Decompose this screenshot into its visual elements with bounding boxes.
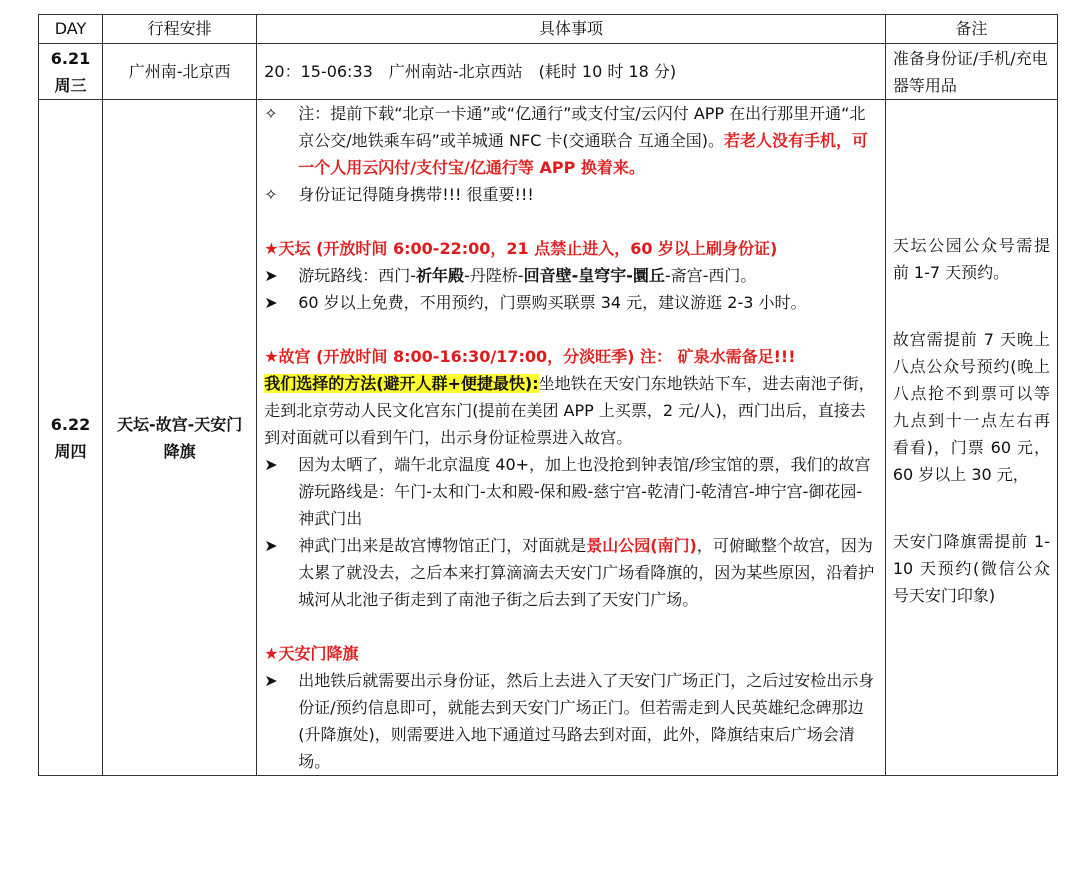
day-weekday: 周三 bbox=[54, 75, 87, 95]
header-day: DAY bbox=[39, 15, 103, 44]
item-highlight: 景山公园(南门) bbox=[586, 536, 697, 555]
list-item bbox=[264, 667, 878, 775]
section-title-tiantan: ★天坛 (开放时间 6:00-22:00，21 点禁止进入，60 岁以上刷身份证) bbox=[264, 239, 778, 258]
method-paragraph bbox=[264, 370, 878, 451]
day-cell bbox=[39, 100, 103, 776]
route-highlight: 祈年殿 bbox=[415, 266, 464, 285]
note-cell: 准备身份证/手机/充电器等用品 bbox=[885, 44, 1057, 100]
tip-text: 注：提前下载“北京一卡通”或“亿通行”或支付宝/云闪付 APP 在出行那里开通“北京公交/地铁乘车码”或羊城通 NFC 卡(交通联合 互通全国)。 bbox=[298, 104, 866, 150]
item-text: ，可俯瞰整个故宫，因为太累了就没去，之后本来打算滴滴去天安门广场看降旗的，因为某些原因，沿着护城河从北池子街走到了南池子街之后去到了天安门广场。 bbox=[298, 536, 875, 609]
header-schedule: 行程安排 bbox=[103, 15, 257, 44]
method-text: 坐地铁在天安门东地铁站下车，进去南池子街，走到北京劳动人民文化宫东门(提前在美团 APP 上买票，2 元/人)，西门出后，直接去到对面就可以看到午门，出示身份证检票进入故宫。 bbox=[264, 374, 875, 447]
detail-cell bbox=[257, 100, 886, 776]
arrow-icon: ➤ bbox=[264, 671, 278, 690]
list-item bbox=[264, 289, 878, 316]
day-cell bbox=[39, 44, 103, 100]
day-date: 6.22 bbox=[50, 414, 91, 434]
header-row bbox=[39, 15, 1058, 44]
arrow-icon: ➤ bbox=[264, 455, 278, 474]
tip-item bbox=[264, 100, 878, 181]
diamond-icon: ✧ bbox=[264, 185, 278, 204]
item-text: 神武门出来是故宫博物馆正门，对面就是 bbox=[298, 536, 587, 555]
header-details: 具体事项 bbox=[257, 15, 886, 44]
list-item bbox=[264, 262, 878, 289]
itinerary-table bbox=[38, 14, 1058, 776]
note-tiananmen: 天安门降旗需提前 1-10 天预约(微信公众号天安门印象) bbox=[892, 532, 1050, 605]
note-tiantan: 天坛公园公众号需提前 1-7 天预约。 bbox=[892, 236, 1050, 282]
arrow-icon: ➤ bbox=[264, 266, 278, 285]
header-notes: 备注 bbox=[885, 15, 1057, 44]
tip-warning: 若老人没有手机，可一个人用云闪付/支付宝/亿通行等 APP 换着来。 bbox=[298, 131, 868, 177]
note-gugong: 故宫需提前 7 天晚上八点公众号预约(晚上八点抢不到票可以等九点到十一点左右再看看)，门票 60 元，60 岁以上 30 元， bbox=[892, 330, 1050, 484]
day-weekday: 周四 bbox=[54, 441, 87, 461]
list-item bbox=[264, 532, 878, 613]
item-text: 出地铁后就需要出示身份证，然后上去进入了天安门广场正门，之后过安检出示身份证/预约信息即可，就能去到天安门广场正门。但若需走到人民英雄纪念碑那边(升降旗处)，则需要进入地下通道过马路去到对面，此外，降旗结束后广场会清场。 bbox=[298, 671, 875, 771]
schedule-cell: 天坛-故宫-天安门降旗 bbox=[103, 100, 257, 776]
day-date: 6.21 bbox=[50, 48, 91, 68]
arrow-icon: ➤ bbox=[264, 293, 278, 312]
note-cell bbox=[885, 100, 1057, 776]
route-text: 游玩路线：西门- bbox=[298, 266, 416, 285]
detail-cell: 20：15-06:33 广州南站-北京西站 (耗时 10 时 18 分) bbox=[257, 44, 886, 100]
arrow-icon: ➤ bbox=[264, 536, 278, 555]
table-row bbox=[39, 44, 1058, 100]
table-row bbox=[39, 100, 1058, 776]
tip-text: 身份证记得随身携带!!! 很重要!!! bbox=[298, 185, 534, 204]
section-title-gugong: ★故宫 (开放时间 8:00-16:30/17:00，分淡旺季) 注： 矿泉水需备足!!! bbox=[264, 347, 796, 366]
route-text: -丹陛桥- bbox=[464, 266, 524, 285]
list-item bbox=[264, 451, 878, 532]
tip-item bbox=[264, 181, 878, 208]
route-text: -斋宫-西门。 bbox=[664, 266, 757, 285]
method-highlight: 我们选择的方法(避开人群+便捷最快): bbox=[264, 374, 539, 393]
ticket-text: 60 岁以上免费，不用预约，门票购买联票 34 元，建议游逛 2-3 小时。 bbox=[298, 293, 807, 312]
schedule-cell: 广州南-北京西 bbox=[103, 44, 257, 100]
route-text: 因为太晒了，端午北京温度 40+，加上也没抢到钟表馆/珍宝馆的票，我们的故宫游玩路线是：午门-太和门-太和殿-保和殿-慈宁宫-乾清门-乾清宫-坤宁宫-御花园-神武门出 bbox=[298, 455, 871, 528]
section-title-tiananmen: ★天安门降旗 bbox=[264, 644, 359, 663]
diamond-icon: ✧ bbox=[264, 104, 278, 123]
route-highlight: 回音壁-皇穹宇-圜丘 bbox=[523, 266, 665, 285]
